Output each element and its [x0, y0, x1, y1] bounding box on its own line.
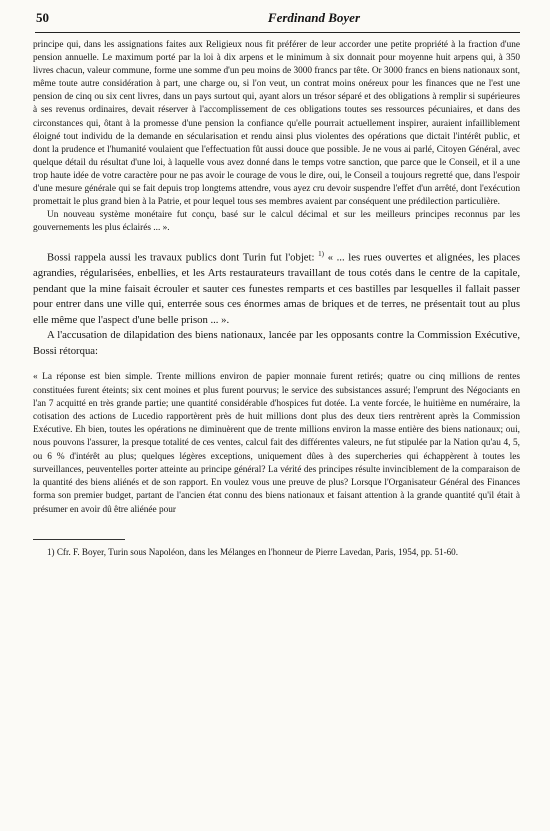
running-head: Ferdinand Boyer: [267, 10, 360, 25]
body-text-run: Bossi rappela aussi les travaux publics dont Turin fut l'objet:: [47, 251, 315, 264]
footnote-reference: 1): [318, 250, 324, 259]
footnote: 1) Cfr. F. Boyer, Turin sous Napoléon, dans les Mélanges en l'honneur de Pierre Lavedan, Paris, 1954, pp. 51-60.: [47, 546, 458, 557]
body-paragraph: A l'accusation de dilapidation des biens nationaux, lancée par les opposants contre la Commission Exécutive, Bossi rétorqua:: [33, 329, 520, 357]
body-text: [33, 247, 520, 359]
page-header: [33, 10, 520, 30]
page-number: 50: [36, 10, 49, 25]
body-paragraph: [33, 247, 520, 328]
quote1-paragraph: Un nouveau système monétaire fut conçu, basé sur le calcul décimal et sur les meilleurs principes reconnus par les gouvernements les plus éclairés ... ».: [33, 210, 520, 234]
quote1-paragraph: principe qui, dans les assignations faites aux Religieux nous fit préférer de leur accorder une petite propriété à la fraction d'une pension annuelle. Le maximum porté par la loi à dix arpens et le minimum à six donnait pour moyenne huit arpens qui, à 350 livres chacun, valeur commune, forme une somme d'un peu moins de 3000 francs par tête. Or 3000 francs en biens nationaux sont, même toute autre considération à part, une charge ou, si l'on veut, un contrat moins onéreux pour les finances que ne l'est une pension de cinq ou six cent livres, dans un pays surtout qui, ayant alors un trésor séparé et des obligations à remplir si supérieures à ses revenus ordinaires, devait réserver à l'accomplissement de ces obligations toutes ses ressources pécuniaires, et dans des circonstances qui, ôtant à la promesse d'une pension la confiance qu'elle pourrait actuellement inspirer, auraient infailliblement éloigné tout individu de la demande en sécularisation et rendu ainsi plus violentes des opérations que dictait l'intérêt public, et dont la prudence et l'humanité voulaient que l'effectuation fût aussi douce que possible. Je ne vous ai parlé, Citoyen Général, avec quelque détail du résultat d'une loi, à laquelle vous avez donné dans le temps votre sanction, que parce que le Conseil, et il a une trop haute idée de votre caractère pour ne pas avoir le courage de vous le dire, oui, le Conseil a toujours regretté que, dans l'espoir d'une mesure générale qui se fait depuis trop longtems attendre, vous ayez cru devoir suspendre l'effet d'un arrêté, dont l'exécution promettait le plus grand bien à la Patrie, et pour lequel tous ses membres avaient par conséquent une prédilection particulière.: [33, 40, 520, 208]
footnote-rule: [33, 539, 125, 540]
body-text-run: « ... les rues ouvertes et alignées, les places agrandies, régularisées, enbellies, et les Arts restaurateurs travaillant de tous cotés dans le centre de la capitale, pendant que la mine faisait écrouler et sauter ces funestes remparts et ces bastilles par lesquelles il fallait passer pour entrer dans une ville qui, enterrée sous ces énormes amas de briques et de terres, ne présentait tout au plus elle même que l'aspect d'une belle prison ... ».: [33, 251, 520, 326]
quote2-paragraph: « La réponse est bien simple. Trente millions environ de papier monnaie furent retirés; quatre ou cinq millions de rentes constituées furent éteints; six cent moines et plus furent pourvus; le service des subsistances assuré; l'emprunt des Négociants en l'an 7 acquitté en très grande partie; une quantité considérable d'hospices fut dotée. La vente forcée, le huitième en numéraire, la cotisation des actions de Lucedio rapportèrent près de huit millions dont plus des deux tiers rentrèrent après la Commission Exécutive. Eh bien, toutes les opérations ne diminuèrent que de trente millions environ la masse entière des biens nationaux; oui, nous pouvons l'assurer, la presque totalité de ces ventes, calcul fait des différentes valeurs, ne fut stipulée par la Nation qu'au 4, 5, ou 6 % d'intérêt au plus; quelques légères exceptions, uniquement dûes à des supercheries qui échappèrent à toutes les surveillances, peuventelles porter atteinte au principe général? La vérité des principes résulte invinciblement de la comparaison de la quantité des biens aliénés et de son rapport. En voulez vous une preuve de plus? Lorsque l'Organisateur Général des Finances forma son premier budget, partant de l'ancien état connu des biens nationaux et faisant attention à la grande quantité qu'il était à présumer en avoir dû être aliénée pour: [33, 372, 520, 515]
quoted-passage-2: [33, 371, 520, 516]
header-rule: [35, 32, 520, 33]
quoted-passage-1: [33, 39, 520, 235]
